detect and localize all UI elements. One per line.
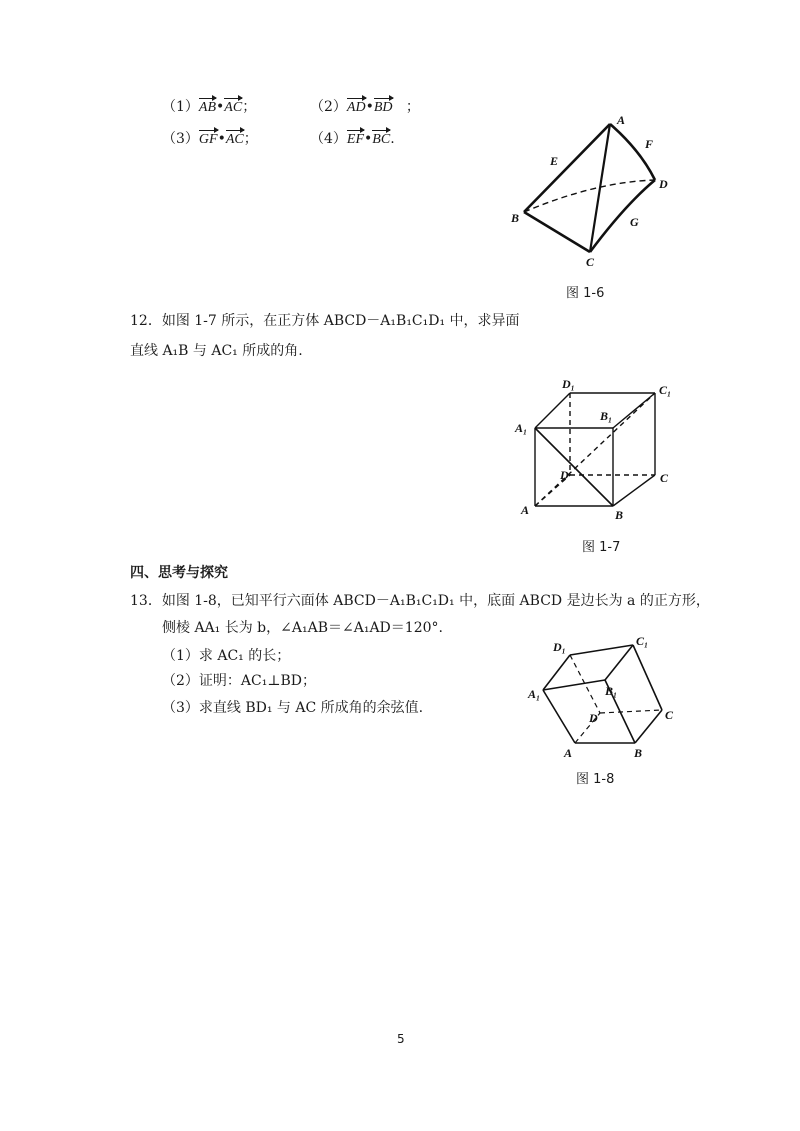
label-a1: A₁ xyxy=(528,687,541,701)
q13-sub-2: （2）证明：AC₁⊥BD； xyxy=(162,673,317,689)
edge-ad xyxy=(610,124,655,180)
edge-b-c xyxy=(613,475,655,506)
q13-sub-3: （3）求直线 BD₁ 与 AC 所成角的余弦值. xyxy=(162,700,424,716)
label-c: C xyxy=(586,255,595,269)
edge-a1-d1 xyxy=(543,655,570,690)
label-d: D xyxy=(560,468,569,482)
figure-1-6 xyxy=(500,110,690,270)
label-a1: A₁ xyxy=(515,421,528,435)
label-b: B xyxy=(634,746,643,760)
q13-line-2: 侧棱 AA₁ 长为 b，∠A₁AB＝∠A₁AD＝120°. xyxy=(162,620,443,636)
label-b: B xyxy=(511,211,520,225)
edge-b1-a1 xyxy=(543,680,605,690)
figure-1-7 xyxy=(510,378,690,528)
vector-ac: AC xyxy=(224,100,243,115)
edge-d-c-dashed xyxy=(600,710,662,713)
diagonal-a1-b xyxy=(535,428,613,506)
edge-b-c xyxy=(635,710,662,743)
vector-gf: GF xyxy=(198,132,218,147)
edge-a1-a xyxy=(543,690,575,743)
q13-sub-1: （1）求 AC₁ 的长； xyxy=(162,648,291,664)
q11-part-1: （1）AB•AC； xyxy=(162,99,257,115)
q11-part-2: （2）AD•BD ； xyxy=(310,99,420,115)
q11-part-4: （4）EF•BC. xyxy=(310,131,395,147)
vector-ad: AD xyxy=(346,100,366,115)
label-c: C xyxy=(665,708,674,722)
edge-c1-c xyxy=(633,645,662,710)
label-d1: D₁ xyxy=(553,640,566,654)
label-d1: D₁ xyxy=(562,378,575,391)
vector-ef: EF xyxy=(346,132,365,147)
vector-bd: BD xyxy=(373,100,393,115)
label-a: A xyxy=(521,503,530,517)
edge-bc xyxy=(524,212,590,252)
label-b1: B₁ xyxy=(605,684,618,698)
label-a: A xyxy=(564,746,573,760)
q12-line-1: 12．如图 1-7 所示，在正方体 ABCD－A₁B₁C₁D₁ 中，求异面 xyxy=(130,313,520,329)
label-g: G xyxy=(630,215,639,229)
label-c1: C₁ xyxy=(636,635,649,648)
edge-d1-c1 xyxy=(570,645,633,655)
label-d: D xyxy=(589,711,598,725)
label-d: D xyxy=(659,177,668,191)
q11-part-3: （3）GF•AC； xyxy=(162,131,258,147)
figure-1-8 xyxy=(525,635,690,760)
label-b1: B₁ xyxy=(600,409,613,423)
section-heading: 四、思考与探究 xyxy=(130,565,228,581)
edge-ab xyxy=(524,124,610,212)
q13-line-1: 13．如图 1-8，已知平行六面体 ABCD－A₁B₁C₁D₁ 中，底面 ABCD 是边长为 a 的正方形， xyxy=(130,593,710,609)
label-c: C xyxy=(660,471,669,485)
figure-1-7-caption: 图 1-7 xyxy=(582,540,621,555)
label-b: B xyxy=(615,508,624,522)
figure-1-8-caption: 图 1-8 xyxy=(576,772,615,787)
label-f: F xyxy=(645,137,654,151)
edge-bd-dashed xyxy=(524,180,655,212)
label-c1: C₁ xyxy=(659,383,672,397)
label-a: A xyxy=(617,113,626,127)
vector-ac-2: AC xyxy=(225,132,244,147)
edge-c1-b1 xyxy=(605,645,633,680)
figure-1-6-caption: 图 1-6 xyxy=(566,286,605,301)
q12-line-2: 直线 A₁B 与 AC₁ 所成的角. xyxy=(130,343,303,359)
edge-d1-a1 xyxy=(535,393,570,428)
page-number: 5 xyxy=(397,1032,405,1046)
vector-bc: BC xyxy=(372,132,391,147)
label-e: E xyxy=(550,154,559,168)
vector-ab: AB xyxy=(198,100,217,115)
